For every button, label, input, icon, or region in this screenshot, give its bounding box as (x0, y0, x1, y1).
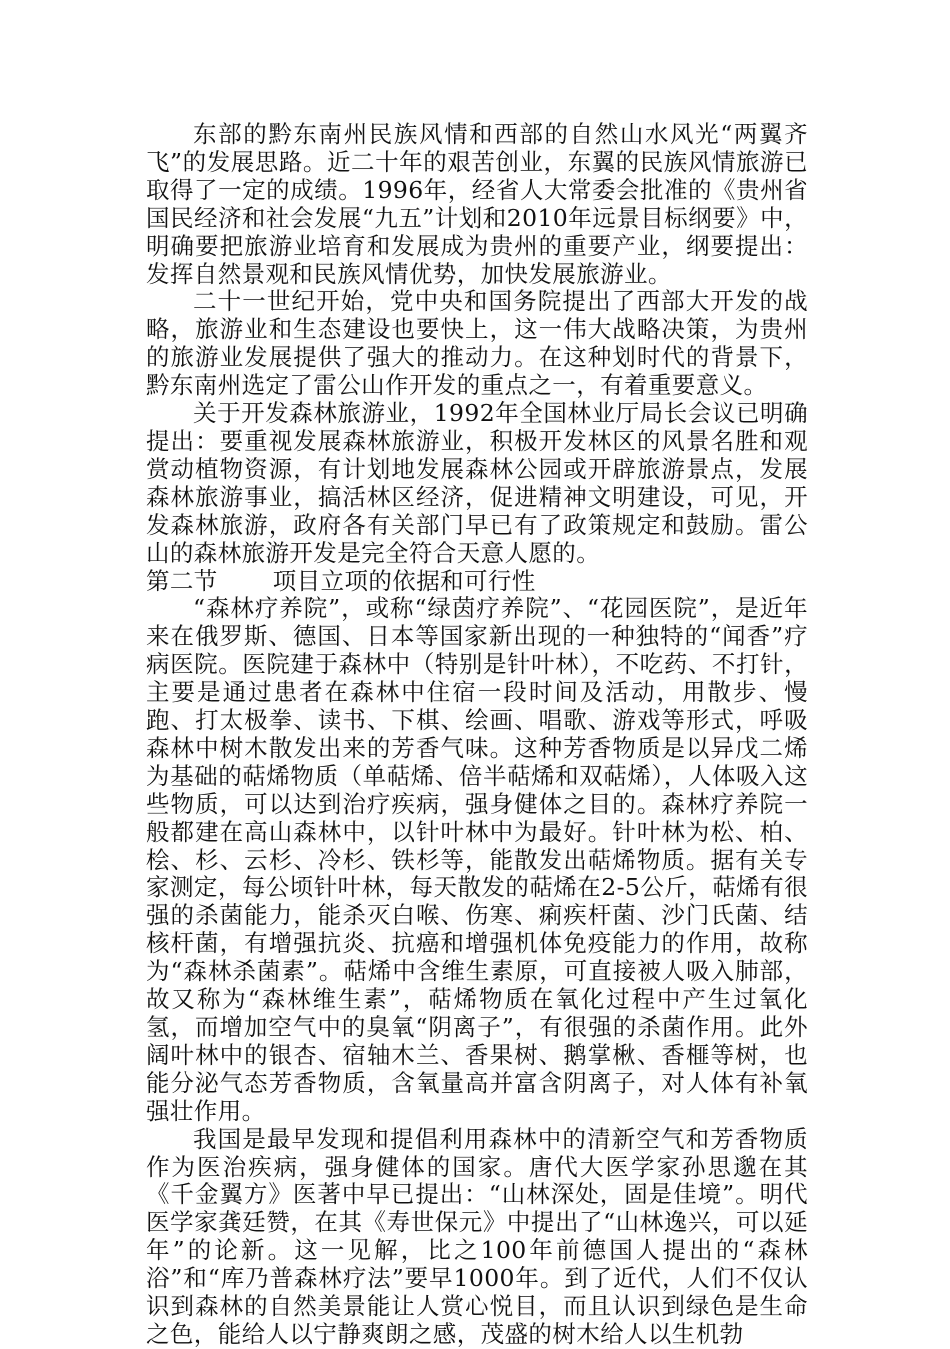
paragraph-chinese-history: 我国是最早发现和提倡利用森林中的清新空气和芳香物质作为医治疾病，强身健体的国家。唐代大医学家孙思邈在其《千金翼方》医著中早已提出：“山林深处，固是佳境”。明代医学家龚廷赞，在其《寿世保元》中提出了“山林逸兴，可以延年”的论新。这一见解，比之100年前德国人提出的“森林浴”和“库乃普森林疗法”要早1000年。到了近代，人们不仅认识到森林的自然美景能让人赏心悦目，而且认识到绿色是生命之色，能给人以宁静爽朗之感，茂盛的树木给人以生机勃 (146, 1124, 808, 1348)
section-heading (146, 568, 808, 596)
section-title: 项目立项的依据和可行性 (272, 566, 536, 595)
paragraph-western-development: 二十一世纪开始，党中央和国务院提出了西部大开发的战略，旅游业和生态建设也要快上，这一伟大战略决策，为贵州的旅游业发展提供了强大的推动力。在这种划时代的背景下，黔东南州选定了雷公山作开发的重点之一，有着重要意义。 (146, 287, 808, 400)
paragraph-tourism-strategy: 东部的黔东南州民族风情和西部的自然山水风光“两翼齐飞”的发展思路。近二十年的艰苦创业，东翼的民族风情旅游已取得了一定的成绩。1996年，经省人大常委会批准的《贵州省国民经济和社会发展“九五”计划和2010年远景目标纲要》中，明确要把旅游业培育和发展成为贵州的重要产业，纲要提出：发挥自然景观和民族风情优势，加快发展旅游业。 (146, 120, 808, 288)
paragraph-forest-tourism-policy: 关于开发森林旅游业，1992年全国林业厅局长会议已明确提出：要重视发展森林旅游业，积极开发林区的风景名胜和观赏动植物资源，有计划地发展森林公园或开辟旅游景点，发展森林旅游事业，搞活林区经济，促进精神文明建设，可见，开发森林旅游，政府各有关部门早已有了政策规定和鼓励。雷公山的森林旅游开发是完全符合天意人愿的。 (146, 399, 808, 567)
paragraph-forest-sanatorium: “森林疗养院”，或称“绿茵疗养院”、“花园医院”，是近年来在俄罗斯、德国、日本等国家新出现的一种独特的“闻香”疗病医院。医院建于森林中（特别是针叶林），不吃药、不打针，主要是通过患者在森林中住宿一段时间及活动，用散步、慢跑、打太极拳、读书、下棋、绘画、唱歌、游戏等形式，呼吸森林中树木散发出来的芳香气味。这种芳香物质是以异戊二烯为基础的萜烯物质（单萜烯、倍半萜烯和双萜烯），人体吸入这些物质，可以达到治疗疾病，强身健体之目的。森林疗养院一般都建在高山森林中，以针叶林中为最好。针叶林为松、柏、桧、杉、云杉、冷杉、铁杉等，能散发出萜烯物质。据有关专家测定，每公顷针叶林，每天散发的萜烯在2-5公斤，萜烯有很强的杀菌能力，能杀灭白喉、伤寒、痢疾杆菌、沙门氏菌、结核杆菌，有增强抗炎、抗癌和增强机体免疫能力的作用，故称为“森林杀菌素”。萜烯中含维生素原，可直接被人吸入肺部，故又称为“森林维生素”，萜烯物质在氧化过程中产生过氧化氢，而增加空气中的臭氧“阴离子”，有很强的杀菌作用。此外阔叶林中的银杏、宿轴木兰、香果树、鹅掌楸、香榧等树，也能分泌气态芳香物质，含氧量高并富含阴离子，对人体有补氧强壮作用。 (146, 594, 808, 1125)
section-number: 第二节 (146, 566, 218, 595)
document-body (146, 121, 808, 1349)
